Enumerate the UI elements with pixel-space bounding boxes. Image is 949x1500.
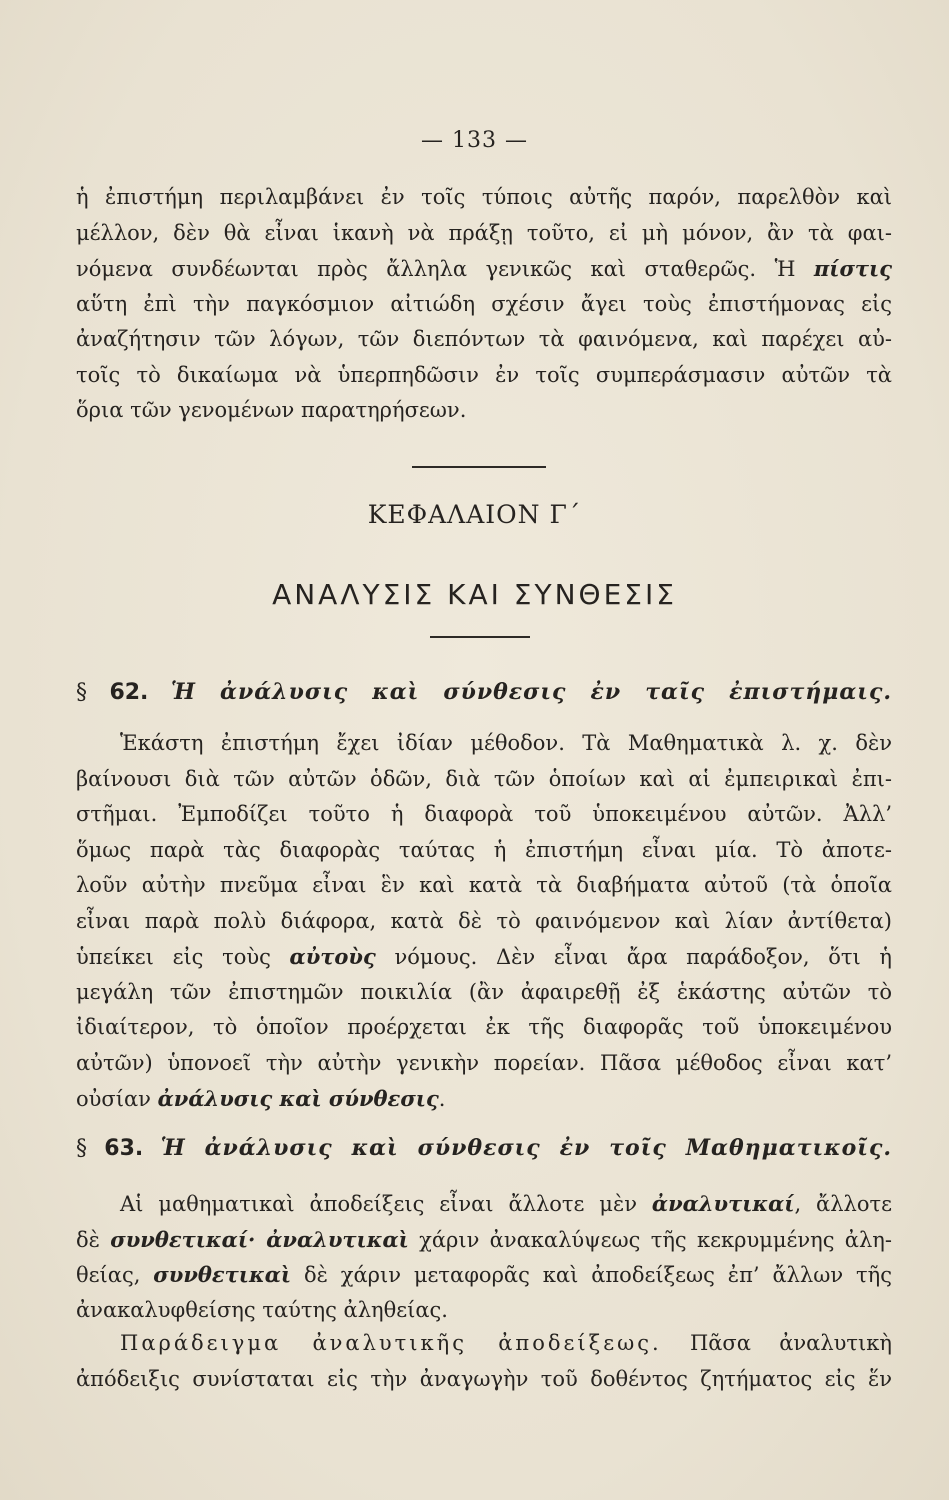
page-number: — 133 — — [421, 128, 528, 153]
text-line: τοῖς τὸ δικαίωμα νὰ ὑπερπηδῶσιν ἐν τοῖς συμπεράσμασιν αὐτῶν τὰ — [76, 362, 892, 387]
chapter-bottom-rule — [430, 636, 530, 638]
emphasis-analysis-synthesis: ἀνάλυσις καὶ σύνθεσις — [157, 1086, 439, 1111]
text-line: ἀνακαλυφθείσης ταύτης ἀληθείας. — [76, 1297, 448, 1322]
section-symbol: § — [76, 680, 87, 705]
text-run: νόμενα συνδέωνται πρὸς ἄλληλα γενικῶς καὶ σταθερῶς. Ἡ — [76, 257, 796, 281]
text-run: , ἄλλοτε — [794, 1192, 892, 1216]
text-line — [76, 1081, 892, 1117]
text-line: αὐτῶν) ὑπονοεῖ τὴν αὐτὴν γενικὴν πορείαν. Πᾶσα μέθοδος εἶναι κατ’ — [76, 1050, 892, 1075]
text-line — [76, 939, 892, 975]
paragraph-4 — [76, 1326, 892, 1397]
section-63-heading — [76, 1130, 892, 1166]
emphasis-pistis: πίστις — [813, 256, 892, 281]
section-62-heading — [76, 674, 892, 710]
text-line: μεγάλη τῶν ἐπιστημῶν ποικιλία (ἂν ἀφαιρεθῇ ἐξ ἑκάστης αὐτῶν τὸ — [76, 979, 892, 1004]
text-run: χάριν ἀνακαλύψεως τῆς κεκρυμμένης ἀλη- — [419, 1227, 892, 1252]
paragraph-1 — [76, 180, 892, 429]
text-line: βαίνουσι διὰ τῶν αὐτῶν ὁδῶν, διὰ τῶν ὁποίων καὶ αἱ ἐμπειρικαὶ ἐπι- — [76, 766, 892, 791]
text-line: ὅμως παρὰ τὰς διαφορὰς ταύτας ἡ ἐπιστήμη εἶναι μία. Τὸ ἀποτε- — [76, 837, 892, 862]
paragraph-2 — [76, 726, 892, 1117]
chapter-title: ΑΝΑΛΥΣΙΣ ΚΑΙ ΣΥΝΘΕΣΙΣ — [272, 578, 677, 611]
text-line: μέλλον, δὲν θὰ εἶναι ἱκανὴ νὰ πράξῃ τοῦτο, εἰ μὴ μόνον, ἂν τὰ φαι- — [76, 220, 892, 245]
text-line: ἡ ἐπιστήμη περιλαμβάνει ἐν τοῖς τύποις αὐτῆς παρόν, παρελθὸν καὶ — [76, 185, 892, 209]
emphasis-synthetikai: συνθετικαί· ἀναλυτικαὶ — [110, 1226, 409, 1252]
text-run: Αἱ μαθηματικαὶ ἀποδείξεις εἶναι ἄλλοτε μὲν — [120, 1192, 637, 1216]
text-line — [76, 1222, 892, 1258]
text-line — [76, 1257, 892, 1293]
text-line: ἀπόδειξις συνίσταται εἰς τὴν ἀναγωγὴν τοῦ δοθέντος ζητήματος εἰς ἕν — [76, 1366, 892, 1391]
chapter-top-rule — [412, 466, 546, 468]
text-line: ἰδιαίτερον, τὸ ὁποῖον προέρχεται ἐκ τῆς διαφορᾶς τοῦ ὑποκειμένου — [76, 1015, 892, 1039]
section-number: 63. — [104, 1136, 144, 1161]
text-run: δὲ χάριν μεταφορᾶς καὶ ἀποδείξεως ἐπ’ ἄλλων τῆς — [303, 1263, 892, 1287]
text-line: ὅρια τῶν γενομένων παρατηρήσεων. — [76, 398, 467, 422]
text-run: δὲ — [76, 1227, 100, 1252]
text-run: . — [438, 1087, 446, 1111]
emphasis-synthetikai-2: συνθετικαὶ — [153, 1262, 292, 1287]
chapter-label: ΚΕΦΑΛΑΙΟΝ Γ΄ — [367, 500, 582, 529]
emphasis-autous: αὐτοὺς — [289, 944, 376, 969]
text-line: εἶναι παρὰ πολὺ διάφορα, κατὰ δὲ τὸ φαινόμενον καὶ λίαν ἀντίθετα) — [76, 908, 892, 933]
paragraph-3 — [76, 1186, 892, 1328]
text-line — [76, 1326, 892, 1362]
text-run: ὑπείκει εἰς τοὺς — [76, 945, 271, 969]
text-line: Ἑκάστη ἐπιστήμη ἔχει ἰδίαν μέθοδον. Τὰ Μαθηματικὰ λ. χ. δὲν — [120, 731, 892, 755]
text-line: αὕτη ἐπὶ τὴν παγκόσμιον αἰτιώδη σχέσιν ἄγει τοὺς ἐπιστήμονας εἰς — [76, 291, 892, 316]
section-number: 62. — [109, 680, 149, 705]
text-run: θείας, — [76, 1263, 141, 1287]
section-symbol: § — [76, 1136, 87, 1161]
text-line: στῆμαι. Ἐμποδίζει τοῦτο ἡ διαφορὰ τοῦ ὑποκειμένου αὐτῶν. Ἀλλ’ — [76, 802, 892, 826]
text-line — [76, 1186, 892, 1222]
example-heading: Παράδειγμα ἀναλυτικῆς ἀποδείξεως. — [120, 1331, 662, 1355]
text-line — [76, 251, 892, 287]
section-title: Ἡ ἀνάλυσις καὶ σύνθεσις ἐν τοῖς Μαθηματικοῖς. — [160, 1135, 893, 1161]
text-line: ἀναζήτησιν τῶν λόγων, τῶν διεπόντων τὰ φαινόμενα, καὶ παρέχει αὐ- — [76, 327, 892, 351]
text-run: οὐσίαν — [76, 1087, 151, 1111]
emphasis-analytikai: ἀναλυτικαί — [651, 1191, 795, 1216]
text-line: λοῦν αὐτὴν πνεῦμα εἶναι ἓν καὶ κατὰ τὰ διαβήματα αὐτοῦ (τὰ ὁποῖα — [76, 873, 892, 897]
text-run: νόμους. Δὲν εἶναι ἄρα παράδοξον, ὅτι ἡ — [394, 945, 892, 969]
text-run: Πᾶσα ἀναλυτικὴ — [689, 1331, 892, 1355]
section-title: Ἡ ἀνάλυσις καὶ σύνθεσις ἐν ταῖς ἐπιστήμαις. — [170, 679, 892, 705]
